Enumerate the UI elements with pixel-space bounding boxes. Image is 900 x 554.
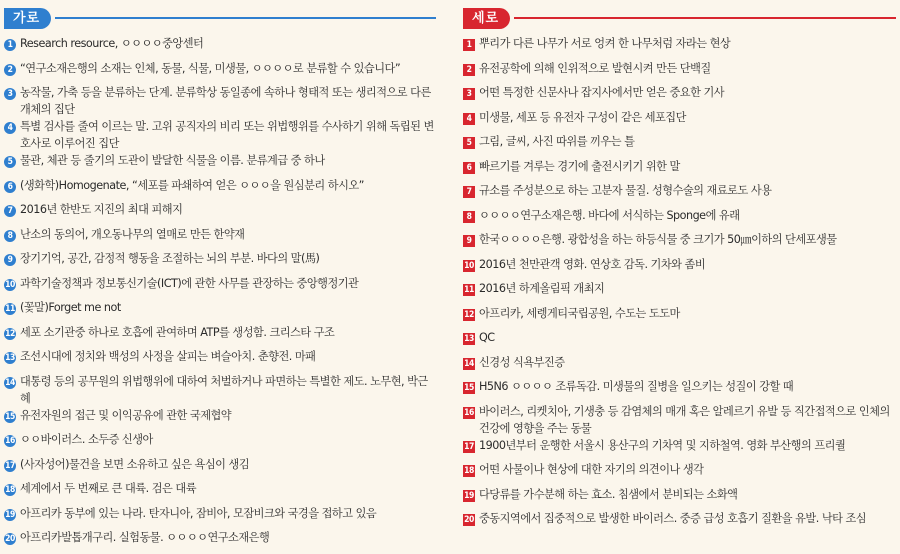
down-clue-text: 바이러스, 리켓치아, 기생충 등 감염체의 매개 혹은 알레르기 유발 등 직간접적으로 인체의 건강에 영향을 주는 동물 — [479, 404, 890, 435]
down-clue-number: 1 — [463, 39, 475, 51]
across-clue-item — [4, 177, 436, 202]
down-clue-item — [463, 207, 896, 232]
across-clue-text: 세포 소기관중 하나로 호흡에 관여하며 ATP를 생성함. 크리스타 구조 — [20, 325, 335, 339]
down-clue-text: 규소를 주성분으로 하는 고분자 물질. 성형수술의 재료로도 사용 — [479, 184, 772, 197]
down-clue-item — [463, 84, 896, 109]
down-clue-text: 아프리카, 세렝게티국립공원, 수도는 도도마 — [479, 306, 680, 320]
down-clue-item — [463, 461, 896, 486]
across-clue-item — [4, 118, 436, 152]
down-clue-number: 10 — [464, 260, 474, 271]
down-clue-text: 미생물, 세포 등 유전자 구성이 같은 세포집단 — [479, 110, 686, 124]
across-clue-item — [4, 250, 436, 275]
down-clue-text: 빠르기를 겨루는 경기에 출전시키기 위한 말 — [479, 159, 680, 173]
across-clue-item — [4, 60, 436, 85]
down-clue-text: 2016년 천만관객 영화. 연상호 감독. 기차와 좀비 — [479, 257, 706, 271]
across-clue-item — [4, 431, 436, 456]
across-clue-item — [4, 324, 436, 349]
down-clue-item — [463, 437, 896, 462]
down-clue-text: 어떤 사물이나 현상에 대한 자기의 의견이나 생각 — [479, 463, 704, 476]
down-clue-number: 7 — [463, 186, 475, 198]
across-clue-text: 과학기술정책과 정보통신기술(ICT)에 관한 사무를 관장하는 중앙행정기관 — [20, 276, 359, 290]
down-clue-number: 18 — [464, 466, 474, 476]
across-clue-item — [4, 456, 436, 481]
down-clue-text: 뿌리가 다른 나무가 서로 엉켜 한 나무처럼 자라는 현상 — [479, 37, 731, 50]
across-clue-item — [4, 84, 436, 118]
down-clue-item — [463, 158, 896, 183]
across-clue-number: 14 — [5, 377, 15, 388]
down-clue-number: 2 — [463, 64, 475, 76]
across-clue-item — [4, 201, 436, 226]
across-clue-text: (사자성어)물건을 보면 소유하고 싶은 욕심이 생김 — [20, 457, 250, 471]
down-clue-item — [463, 231, 896, 256]
down-clue-item — [463, 280, 896, 305]
down-clue-text: ㅇㅇㅇㅇ연구소재은행. 바다에 서식하는 Sponge에 유래 — [479, 208, 740, 222]
down-divider — [514, 17, 896, 19]
down-clue-item — [463, 510, 896, 535]
down-title: 세로 — [463, 8, 510, 29]
across-section — [4, 6, 436, 554]
across-clue-text: 농작물, 가축 등을 분류하는 단계. 분류학상 동일종에 속하나 형태적 또는 생리적으로 다른 개체의 집단 — [20, 86, 431, 116]
down-clue-text: 그림, 글씨, 사진 따위를 끼우는 틀 — [479, 135, 635, 148]
across-clue-number: 1 — [4, 39, 16, 51]
down-clue-text: H5N6 ㅇㅇㅇㅇ 조류독감. 미생물의 질병을 일으키는 성질이 강할 때 — [479, 380, 794, 393]
down-clue-item — [463, 109, 896, 134]
across-clue-item — [4, 480, 436, 505]
across-clue-text: 세계에서 두 번째로 큰 대륙. 검은 대륙 — [20, 482, 197, 495]
across-clue-item — [4, 226, 436, 251]
down-clue-item — [463, 60, 896, 85]
down-clue-number: 20 — [464, 515, 474, 525]
across-clue-text: (꽃말)Forget me not — [20, 301, 121, 314]
down-clue-item — [463, 256, 896, 281]
down-clue-text: 2016년 하계올림픽 개최지 — [479, 282, 605, 295]
across-clue-text: 아프리카 동부에 있는 나라. 탄자니아, 잠비아, 모잠비크와 국경을 접하고 있음 — [20, 506, 377, 520]
across-clue-number: 8 — [4, 230, 16, 242]
across-clue-text: 조선시대에 정치와 백성의 사정을 살피는 벼슬아치. 춘향전. 마패 — [20, 350, 316, 363]
across-clue-number: 5 — [4, 156, 16, 168]
across-clue-text: (생화학)Homogenate, “세포를 파쇄하여 얻은 ㅇㅇㅇ을 원심분리 하시오” — [20, 178, 364, 192]
across-clue-text: 아프리카발톱개구리. 실험동물. ㅇㅇㅇㅇ연구소재은행 — [20, 531, 270, 544]
down-clue-text: 다당류를 가수분해 하는 효소. 침샘에서 분비되는 소화액 — [479, 487, 738, 501]
down-clue-number: 14 — [464, 358, 474, 369]
across-clue-list — [4, 35, 436, 554]
down-clue-item — [463, 329, 896, 354]
across-clue-item — [4, 407, 436, 432]
across-divider — [55, 17, 436, 19]
across-clue-number: 15 — [5, 411, 15, 422]
across-clue-number: 2 — [4, 64, 16, 76]
down-clue-item — [463, 486, 896, 511]
down-clue-text: 한국ㅇㅇㅇㅇ은행. 광합성을 하는 하등식물 중 크기가 50㎛이하의 단세포생물 — [479, 233, 837, 246]
down-clue-number: 15 — [464, 383, 474, 393]
across-clue-item — [4, 152, 436, 177]
across-clue-text: 특별 검사를 줄여 이르는 말. 고위 공직자의 비리 또는 위법행위를 수사하기 위해 독립된 변호사로 이루어진 집단 — [20, 120, 434, 150]
across-clue-item — [4, 35, 436, 60]
down-clue-number: 11 — [464, 285, 474, 295]
across-clue-number: 3 — [4, 88, 16, 100]
across-clue-number: 12 — [5, 328, 15, 339]
across-clue-text: 장기기억, 공간, 감정적 행동을 조절하는 뇌의 부분. 바다의 말(馬) — [20, 252, 320, 265]
across-clue-number: 18 — [5, 485, 15, 495]
across-clue-text: 물관, 체관 등 줄기의 도관이 발달한 식물을 이름. 분류계급 중 하나 — [20, 154, 325, 167]
down-clue-item — [463, 35, 896, 60]
down-section — [463, 6, 896, 535]
across-clue-text: ㅇㅇ바이러스. 소두증 신생아 — [20, 433, 153, 446]
across-clue-item — [4, 348, 436, 373]
down-clue-number: 12 — [464, 309, 474, 320]
across-clue-number: 10 — [5, 279, 15, 290]
across-clue-number: 11 — [5, 304, 15, 314]
down-clue-item — [463, 378, 896, 403]
across-clue-text: 2016년 한반도 지진의 최대 피해지 — [20, 203, 183, 216]
down-clue-number: 19 — [464, 490, 474, 501]
down-clue-number: 9 — [463, 235, 475, 247]
down-clue-text: 신경성 식욕부진증 — [479, 355, 565, 369]
across-clue-text: 대통령 등의 공무원의 위법행위에 대하여 처벌하거나 파면하는 특별한 제도. 노무현, 박근혜 — [20, 374, 428, 405]
down-clue-text: 어떤 특정한 신문사나 잡지사에서만 얻은 중요한 기사 — [479, 86, 725, 99]
across-header — [4, 6, 436, 30]
down-clue-item — [463, 305, 896, 330]
across-clue-number: 20 — [5, 534, 15, 544]
across-clue-text: Research resource, ㅇㅇㅇㅇ중앙센터 — [20, 37, 204, 50]
across-clue-number: 19 — [5, 509, 15, 520]
down-clue-number: 8 — [463, 211, 475, 223]
down-clue-number: 4 — [463, 113, 475, 125]
down-clue-number: 16 — [464, 407, 474, 418]
down-header — [463, 6, 896, 30]
across-clue-item — [4, 373, 436, 407]
down-clue-text: 유전공학에 의해 인위적으로 발현시켜 만든 단백질 — [479, 61, 711, 75]
across-clue-text: 유전자원의 접근 및 이익공유에 관한 국제협약 — [20, 408, 232, 422]
across-clue-item — [4, 275, 436, 300]
down-clue-text: QC — [479, 331, 495, 344]
down-clue-number: 6 — [463, 162, 475, 174]
down-clue-text: 1900년부터 운행한 서울시 용산구의 기차역 및 지하철역. 영화 부산행의 프리퀄 — [479, 438, 846, 452]
across-clue-number: 16 — [5, 436, 15, 446]
across-clue-text: 난소의 동의어, 개오동나무의 열매로 만든 한약재 — [20, 227, 245, 241]
across-clue-number: 17 — [5, 460, 15, 471]
down-clue-number: 17 — [464, 441, 474, 452]
down-clue-item — [463, 403, 896, 437]
across-clue-number: 13 — [5, 353, 15, 363]
down-clue-number: 13 — [464, 334, 474, 344]
across-clue-number: 6 — [4, 181, 16, 193]
across-clue-number: 9 — [4, 254, 16, 266]
across-clue-number: 4 — [4, 122, 16, 134]
across-clue-item — [4, 505, 436, 530]
across-clue-item — [4, 299, 436, 324]
down-clue-number: 3 — [463, 88, 475, 100]
down-clue-item — [463, 354, 896, 379]
down-clue-number: 5 — [463, 137, 475, 149]
down-clue-item — [463, 133, 896, 158]
across-title: 가로 — [4, 8, 51, 29]
down-clue-item — [463, 182, 896, 207]
across-clue-text: “연구소재은행의 소재는 인체, 동물, 식물, 미생물, ㅇㅇㅇㅇ로 분류할 수 있습니다” — [20, 61, 401, 75]
down-clue-list — [463, 35, 896, 535]
down-clue-text: 중동지역에서 집중적으로 발생한 바이러스. 중증 급성 호흡기 질환을 유발. 낙타 조심 — [479, 512, 867, 525]
across-clue-number: 7 — [4, 205, 16, 217]
